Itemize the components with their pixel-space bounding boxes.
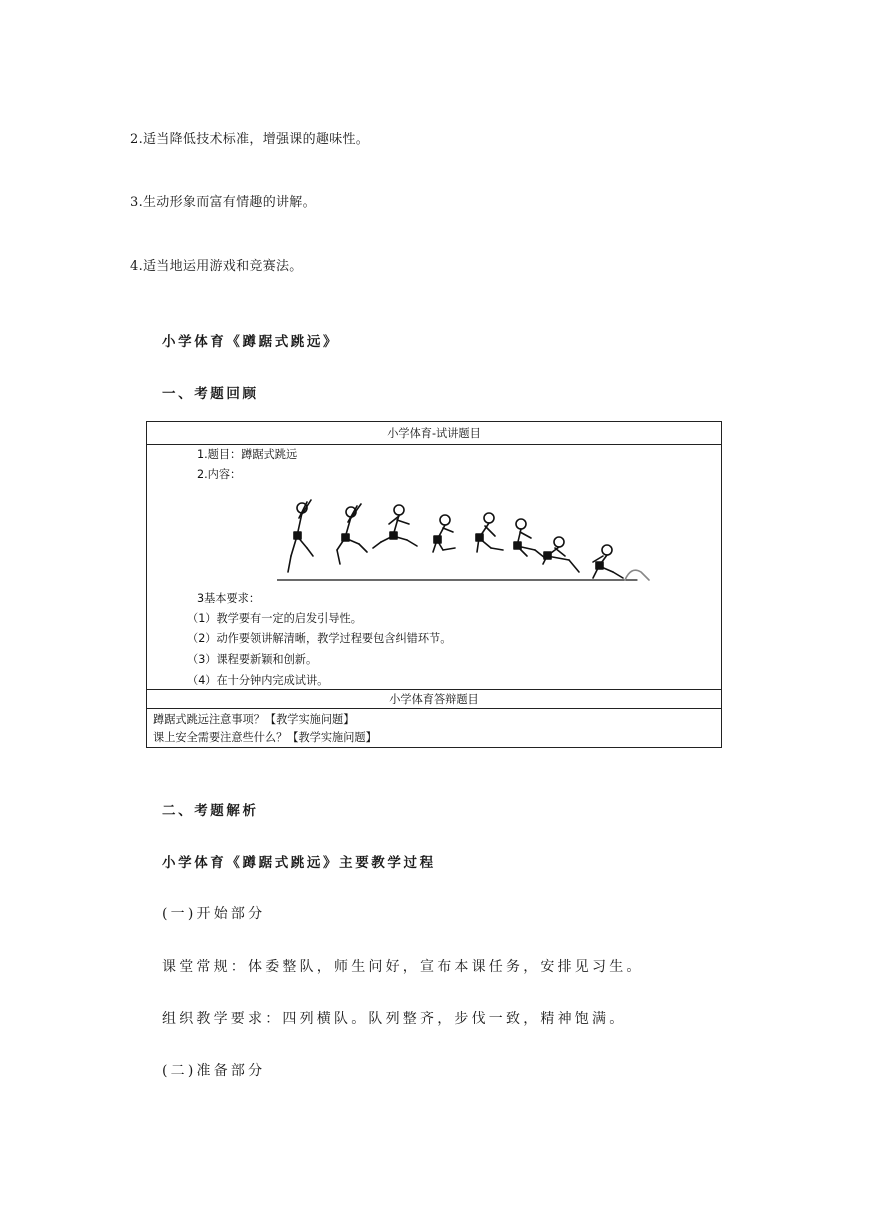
section1-title: 一、考题回顾 [162,386,259,402]
defense-header: 小学体育答辩题目 [147,689,721,709]
long-jump-sequence-illustration [277,498,653,586]
requirement-item: （4）在十分钟内完成试讲。 [187,674,329,687]
topic-line: 1.题目：蹲踞式跳远 [197,448,298,461]
requirement-item: （3）课程要新颖和创新。 [187,653,318,666]
part1-line-routine: 课堂常规：体委整队，师生问好，宣布本课任务，安排见习生。 [162,959,644,975]
lesson-title: 小学体育《蹲踞式跳远》 [162,334,340,350]
table-header: 小学体育-试讲题目 [147,422,721,445]
defense-question: 蹲踞式跳远注意事项？【教学实施问题】 [153,713,355,726]
intro-point-2: 2.适当降低技术标准，增强课的趣味性。 [130,132,370,147]
requirements-label: 3基本要求： [197,592,261,605]
requirement-item: （1）教学要有一定的启发引导性。 [187,612,362,625]
part2-title: (二)准备部分 [162,1063,266,1079]
defense-question: 课上安全需要注意些什么？【教学实施问题】 [153,731,377,744]
exam-table [146,421,722,748]
intro-point-3: 3.生动形象而富有情趣的讲解。 [130,195,316,210]
section2-title: 二、考题解析 [162,803,259,819]
intro-point-4: 4.适当地运用游戏和竞赛法。 [130,259,303,274]
part1-title: (一)开始部分 [162,906,266,922]
process-title: 小学体育《蹲踞式跳远》主要教学过程 [162,855,436,871]
requirement-item: （2）动作要领讲解清晰，教学过程要包含纠错环节。 [187,632,452,645]
part1-line-organization: 组织教学要求：四列横队。队列整齐，步伐一致，精神饱满。 [162,1011,627,1027]
content-label: 2.内容： [197,468,242,481]
